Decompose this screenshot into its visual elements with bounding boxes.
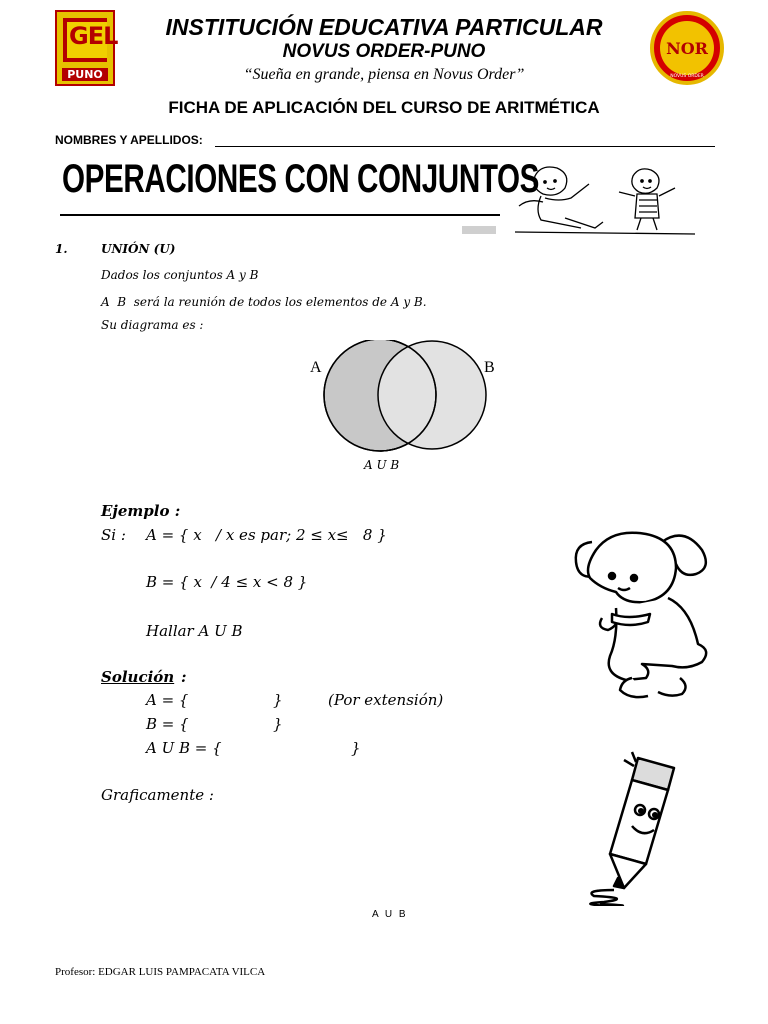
set-a-definition: A = { x / x es par; 2 ≤ x≤ 8 } xyxy=(146,526,387,544)
venn-caption: A U B xyxy=(364,458,400,472)
institution-name: INSTITUCIÓN EDUCATIVA PARTICULAR xyxy=(165,14,603,40)
section-heading: UNIÓN (U) xyxy=(101,242,176,256)
definition-line-2: A B será la reunión de todos los elementos de A y B. xyxy=(101,295,427,309)
professor-footer: Profesor: EDGAR LUIS PAMPACATA VILCA xyxy=(55,966,266,978)
sheet-title: FICHA DE APLICACIÓN DEL CURSO DE ARITMÉTICA xyxy=(168,98,600,117)
example-heading: Ejemplo : xyxy=(101,502,181,520)
example-task: Hallar A U B xyxy=(146,622,243,640)
solution-colon: : xyxy=(181,668,187,686)
definition-line-3: Su diagrama es : xyxy=(101,318,204,332)
section-number: 1. xyxy=(55,242,68,256)
solution-b-close: } xyxy=(273,715,283,733)
logo-right-text: NOR xyxy=(666,39,708,58)
kids-illustration xyxy=(505,162,697,238)
venn-label-b: B xyxy=(484,359,495,376)
solution-aub-close: } xyxy=(351,739,361,757)
solution-a-open: A = { xyxy=(146,691,189,709)
names-field-line[interactable] xyxy=(215,146,715,147)
definition-line-1: Dados los conjuntos A y B xyxy=(101,268,259,282)
topic-banner: OPERACIONES CON CONJUNTOS xyxy=(62,157,540,201)
solution-a-close: } xyxy=(273,691,283,709)
logo-right-caption: NOVUS ORDER xyxy=(670,74,704,79)
dog-illustration xyxy=(572,528,718,708)
venn-circle-b xyxy=(378,341,486,449)
banner-shadow xyxy=(462,226,496,234)
graph-label: Graficamente : xyxy=(101,786,214,804)
venn-label-a: A xyxy=(310,359,322,376)
solution-aub-open: A U B = { xyxy=(146,739,222,757)
institution-subtitle: NOVUS ORDER-PUNO xyxy=(282,41,486,62)
motto: “Sueña en grande, piensa en Novus Order” xyxy=(243,66,525,83)
logo-left-text: GEL xyxy=(69,22,118,50)
logo-left-caption: PUNO xyxy=(62,68,108,81)
venn-diagram xyxy=(300,340,520,452)
solution-b-open: B = { xyxy=(146,715,189,733)
solution-note: (Por extensión) xyxy=(328,691,444,709)
pencil-illustration xyxy=(578,748,686,906)
example-si: Si : xyxy=(101,526,126,544)
set-b-definition: B = { x / 4 ≤ x < 8 } xyxy=(146,573,308,591)
banner-underline xyxy=(60,214,500,216)
solution-heading: Solución xyxy=(101,668,175,686)
names-label: NOMBRES Y APELLIDOS: xyxy=(55,133,203,147)
graph-caption: A U B xyxy=(372,909,408,920)
